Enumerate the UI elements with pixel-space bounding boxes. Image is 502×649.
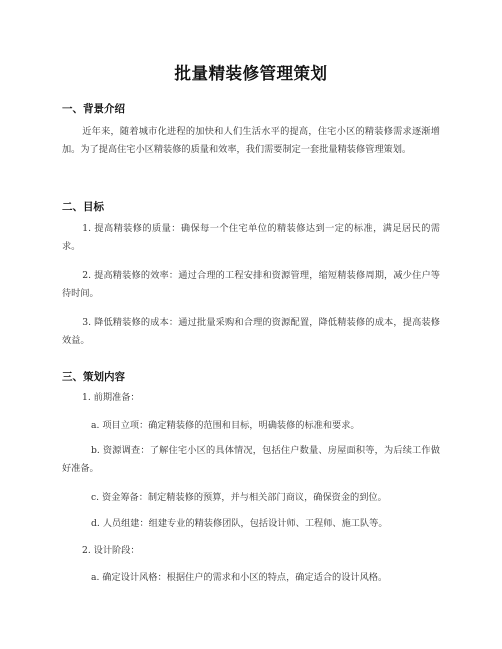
goal-item-3: 3. 降低精装修的成本：通过批量采购和合理的资源配置，降低精装修的成本，提高装修效益。 <box>62 317 440 346</box>
goal-item-1: 1. 提高精装修的质量：确保每一个住宅单位的精装修达到一定的标准，满足居民的需求。 <box>62 223 440 252</box>
plan-step-1: 1. 前期准备： <box>82 392 140 403</box>
goal-item-2: 2. 提高精装修的效率：通过合理的工程安排和资源管理，缩短精装修周期，减少住户等待时间。 <box>62 270 440 299</box>
document-title: 批量精装修管理策划 <box>174 64 328 83</box>
plan-step-1-item-c: c. 资金筹备：制定精装修的预算，并与相关部门商议，确保资金的到位。 <box>91 492 387 503</box>
plan-step-1-item-a: a. 项目立项：确定精装修的范围和目标，明确装修的标准和要求。 <box>91 420 360 431</box>
plan-step-1-item-b: b. 资源调查：了解住宅小区的具体情况，包括住户数量、房屋面积等，为后续工作做好准备。 <box>62 445 440 474</box>
plan-step-2-item-a: a. 确定设计风格：根据住户的需求和小区的特点，确定适合的设计风格。 <box>91 572 388 583</box>
plan-step-2: 2. 设计阶段： <box>82 545 140 556</box>
section-heading-goals: 二、目标 <box>62 201 104 213</box>
background-paragraph: 近年来，随着城市化进程的加快和人们生活水平的提高，住宅小区的精装修需求逐渐增加。为了提高住宅小区精装修的质量和效率，我们需要制定一套批量精装修管理策划。 <box>62 126 440 155</box>
section-heading-background: 一、背景介绍 <box>62 103 125 115</box>
section-heading-plan: 三、策划内容 <box>62 371 125 383</box>
plan-step-1-item-d: d. 人员组建：组建专业的精装修团队，包括设计师、工程师、施工队等。 <box>91 518 388 529</box>
